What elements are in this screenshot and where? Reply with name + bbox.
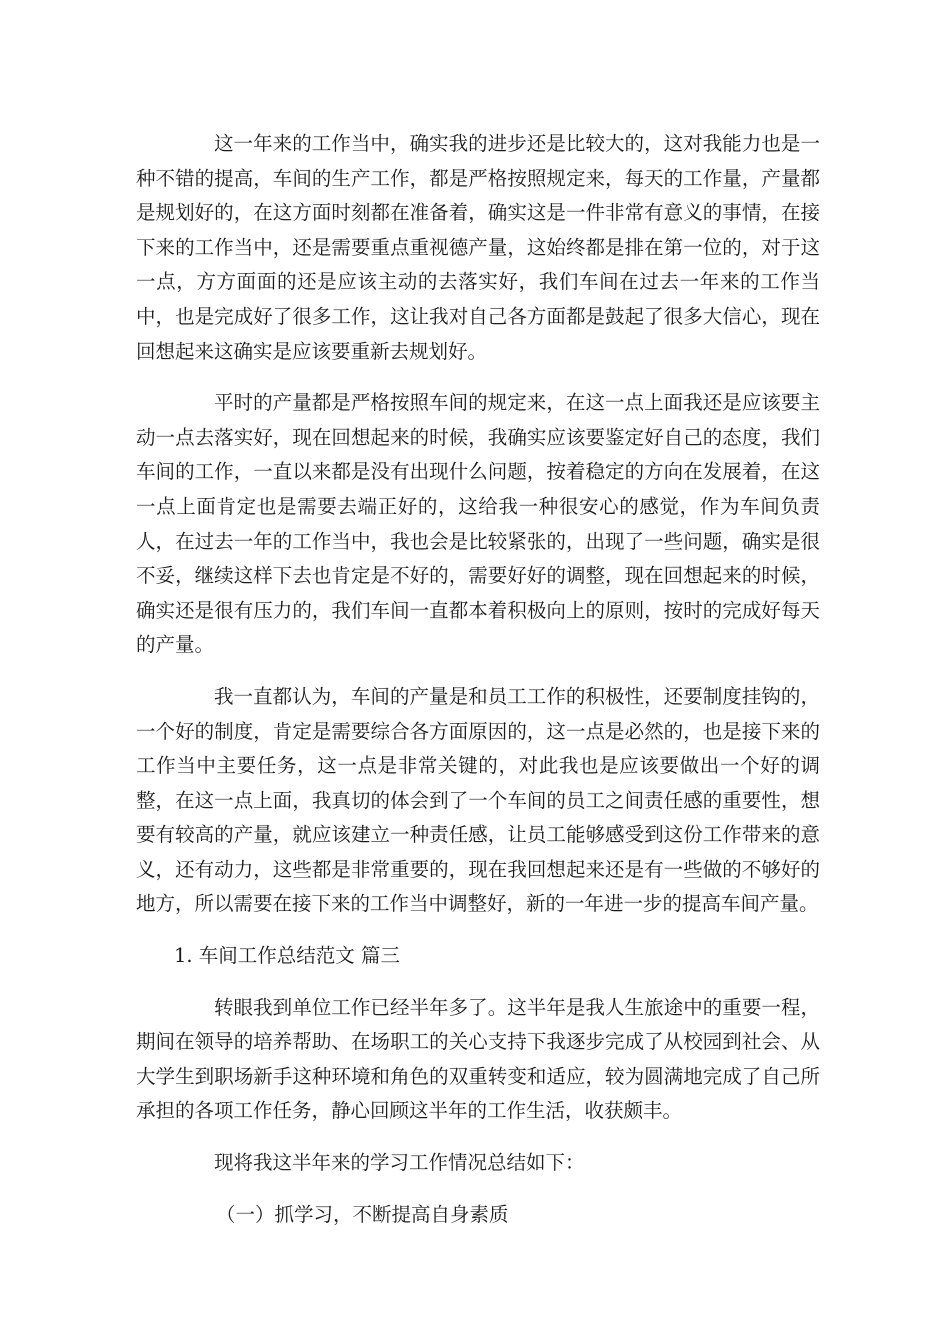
paragraph-4: 转眼我到单位工作已经半年多了。这半年是我人生旅途中的重要一程，期间在领导的培养帮助、在场职工的关心支持下我逐步完成了从校园到社会、从大学生到职场新手这种环境和角色的双重转变和适应，较为圆满地完成了自己所承担的各项工作任务，静心回顾这半年的工作生活，收获颇丰。 [136, 995, 820, 1123]
section-heading: 1. 车间工作总结范文 篇三 [174, 944, 401, 968]
document-body [136, 127, 820, 1249]
subheading: （一）抓学习，不断提高自身素质 [216, 1202, 509, 1226]
summary-lead-line: 现将我这半年来的学习工作情况总结如下： [214, 1151, 585, 1175]
paragraph-3: 我一直都认为，车间的产量是和员工工作的积极性，还要制度挂钩的，一个好的制度，肯定是需要综合各方面原因的，这一点是必然的，也是接下来的工作当中主要任务，这一点是非常关键的，对此我也是应该要做出一个好的调整，在这一点上面，我真切的体会到了一个车间的员工之间责任感的重要性，想要有较高的产量，就应该建立一种责任感，让员工能够感受到这份工作带来的意义，还有动力，这些都是非常重要的，现在我回想起来还是有一些做的不够好的地方，所以需要在接下来的工作当中调整好，新的一年进一步的提高车间产量。 [136, 684, 820, 916]
paragraph-1: 这一年来的工作当中，确实我的进步还是比较大的，这对我能力也是一种不错的提高，车间的生产工作，都是严格按照规定来，每天的工作量，产量都是规划好的，在这方面时刻都在准备着，确实这是一件非常有意义的事情，在接下来的工作当中，还是需要重点重视德产量，这始终都是排在第一位的，对于这一点，方方面面的还是应该主动的去落实好，我们车间在过去一年来的工作当中，也是完成好了很多工作，这让我对自己各方面都是鼓起了很多大信心，现在回想起来这确实是应该要重新去规划好。 [136, 132, 820, 363]
paragraph-2: 平时的产量都是严格按照车间的规定来，在这一点上面我还是应该要主动一点去落实好，现在回想起来的时候，我确实应该要鉴定好自己的态度，我们车间的工作，一直以来都是没有出现什么问题，按着稳定的方向在发展着，在这一点上面肯定也是需要去端正好的，这给我一种很安心的感觉，作为车间负责人，在过去一年的工作当中，我也会是比较紧张的，出现了一些问题，确实是很不妥，继续这样下去也肯定是不好的，需要好好的调整，现在回想起来的时候，确实还是很有压力的，我们车间一直都本着积极向上的原则，按时的完成好每天的产量。 [136, 391, 820, 657]
